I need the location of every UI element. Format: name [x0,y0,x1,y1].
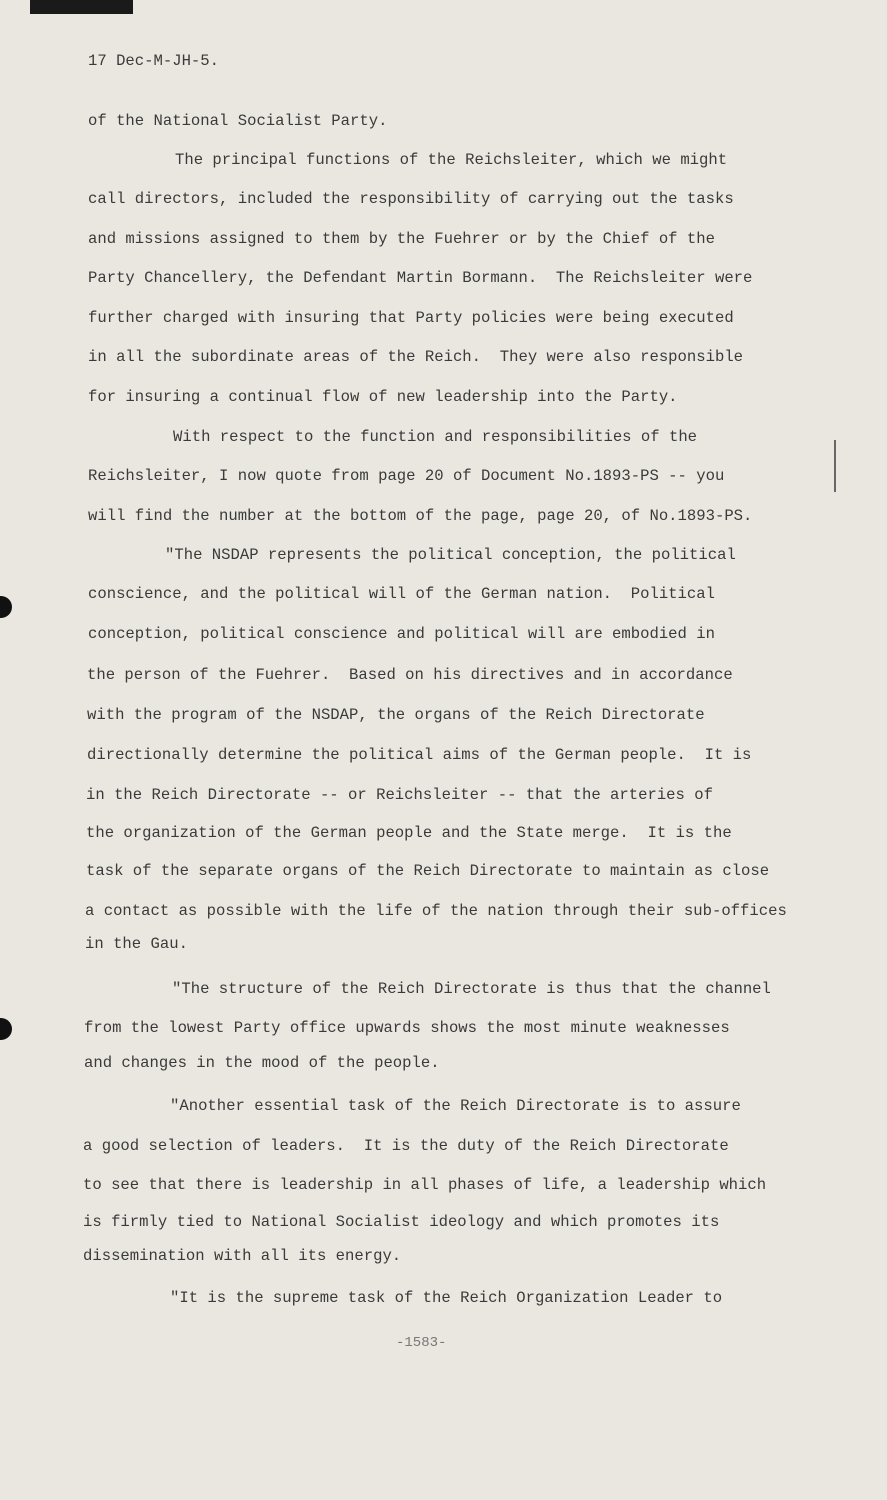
text-line: task of the separate organs of the Reich Directorate to maintain as close [86,862,770,880]
document-header: 17 Dec-M-JH-5. [88,52,220,70]
binding-strip [30,0,133,14]
text-line: for insuring a continual flow of new leadership into the Party. [88,388,678,406]
text-line: a good selection of leaders. It is the duty of the Reich Directorate [83,1137,729,1155]
text-line: a contact as possible with the life of the nation through their sub-offices [85,902,787,920]
text-line: and missions assigned to them by the Fuehrer or by the Chief of the [88,230,715,248]
text-line: "It is the supreme task of the Reich Organization Leader to [170,1289,723,1307]
page-number: -1583- [396,1335,447,1351]
text-line: the person of the Fuehrer. Based on his directives and in accordance [87,666,733,684]
punch-hole [0,1018,12,1040]
text-line: in the Gau. [85,935,188,953]
text-line: of the National Socialist Party. [88,112,388,130]
text-line: directionally determine the political aims of the German people. It is [87,746,752,764]
text-line: "The structure of the Reich Directorate is thus that the channel [172,980,771,998]
text-line: call directors, included the responsibility of carrying out the tasks [88,190,734,208]
text-line: in the Reich Directorate -- or Reichsleiter -- that the arteries of [86,786,713,804]
text-line: in all the subordinate areas of the Reich. They were also responsible [88,348,744,366]
text-line: The principal functions of the Reichsleiter, which we might [175,151,728,169]
text-line: dissemination with all its energy. [83,1247,402,1265]
text-line: will find the number at the bottom of the page, page 20, of No.1893-PS. [88,507,753,525]
text-line: is firmly tied to National Socialist ideology and which promotes its [83,1213,720,1231]
text-line: "Another essential task of the Reich Directorate is to assure [170,1097,741,1115]
text-line: with the program of the NSDAP, the organs of the Reich Directorate [87,706,705,724]
text-line: Reichsleiter, I now quote from page 20 of Document No.1893-PS -- you [88,467,725,485]
text-line: from the lowest Party office upwards shows the most minute weaknesses [84,1019,730,1037]
text-line: conception, political conscience and political will are embodied in [88,625,715,643]
punch-hole [0,596,12,618]
text-line: Party Chancellery, the Defendant Martin Bormann. The Reichsleiter were [88,269,753,287]
text-line: and changes in the mood of the people. [84,1054,440,1072]
margin-mark [834,440,836,492]
text-line: to see that there is leadership in all phases of life, a leadership which [83,1176,767,1194]
text-line: the organization of the German people and the State merge. It is the [86,824,732,842]
text-line: conscience, and the political will of the German nation. Political [88,585,715,603]
text-line: With respect to the function and responsibilities of the [173,428,698,446]
text-line: further charged with insuring that Party policies were being executed [88,309,734,327]
text-line: "The NSDAP represents the political conception, the political [165,546,736,564]
